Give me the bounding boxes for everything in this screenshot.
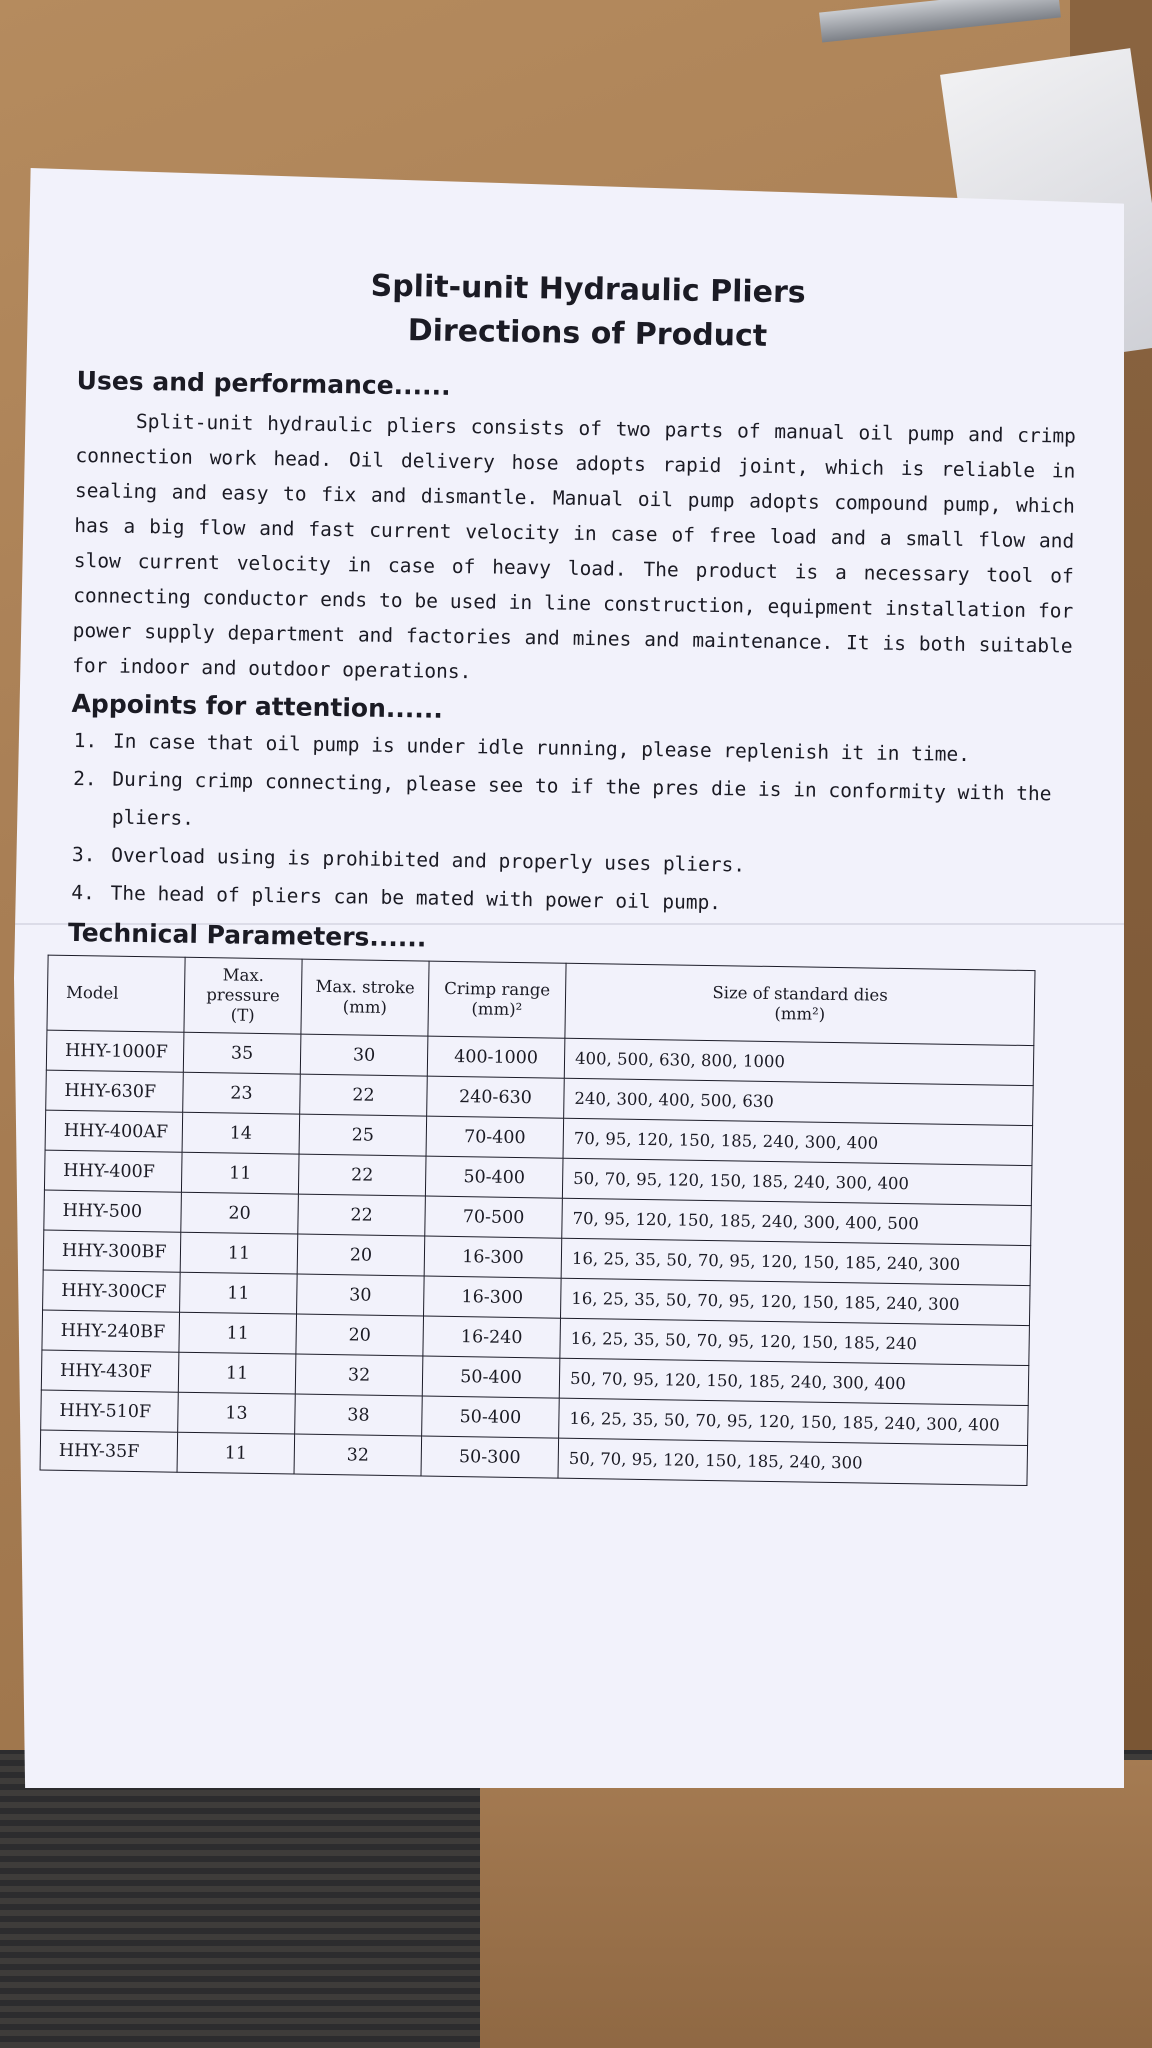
cell-model: HHY-510F [41, 1390, 179, 1432]
cell-stroke: 30 [297, 1274, 425, 1316]
cell-pressure: 35 [183, 1032, 301, 1074]
cell-stroke: 20 [297, 1234, 425, 1276]
cell-standard-dies: 16, 25, 35, 50, 70, 95, 120, 150, 185, 240, 300 [560, 1278, 1030, 1325]
cell-model: HHY-500 [44, 1190, 182, 1232]
cell-crimp-range: 50-400 [422, 1356, 560, 1398]
attention-list [68, 722, 1071, 928]
document-title [97, 260, 1078, 363]
cell-pressure: 14 [182, 1112, 300, 1154]
attention-item: 3. Overload using is prohibited and properly uses pliers. [107, 837, 1069, 890]
cell-stroke: 22 [298, 1154, 426, 1196]
cell-crimp-range: 70-500 [425, 1196, 563, 1238]
cardboard-bottom [480, 1760, 1152, 2048]
attention-item: 1. In case that oil pump is under idle running, please replenish it in time. [109, 723, 1071, 776]
cell-model: HHY-35F [40, 1430, 178, 1472]
cell-standard-dies: 70, 95, 120, 150, 185, 240, 300, 400 [563, 1118, 1033, 1165]
cell-standard-dies: 16, 25, 35, 50, 70, 95, 120, 150, 185, 240, 300 [561, 1238, 1031, 1285]
technical-heading: Technical Parameters...... [67, 917, 427, 953]
technical-parameters-table [40, 955, 1036, 1486]
table-body [40, 1030, 1034, 1485]
cell-model: HHY-400F [44, 1150, 182, 1192]
cell-standard-dies: 70, 95, 120, 150, 185, 240, 300, 400, 500 [562, 1198, 1032, 1245]
cell-crimp-range: 70-400 [426, 1116, 564, 1158]
cell-model: HHY-430F [41, 1350, 179, 1392]
cell-standard-dies: 50, 70, 95, 120, 150, 185, 240, 300 [558, 1438, 1028, 1485]
cell-pressure: 11 [181, 1152, 299, 1194]
cell-pressure: 11 [178, 1352, 296, 1394]
cell-stroke: 22 [298, 1194, 426, 1236]
cell-crimp-range: 16-300 [424, 1236, 562, 1278]
cell-stroke: 32 [295, 1354, 423, 1396]
column-header-model: Model [47, 955, 185, 1032]
cell-crimp-range: 50-400 [425, 1156, 563, 1198]
cell-crimp-range: 240-630 [427, 1076, 565, 1118]
cell-stroke: 38 [295, 1394, 423, 1436]
title-line-2: Directions of Product [407, 313, 768, 354]
cell-standard-dies: 240, 300, 400, 500, 630 [564, 1078, 1034, 1125]
cell-crimp-range: 16-240 [423, 1316, 561, 1358]
cell-stroke: 32 [294, 1434, 422, 1476]
cell-pressure: 11 [180, 1232, 298, 1274]
column-header-crimp: Crimp range (mm)² [428, 961, 566, 1038]
cell-model: HHY-630F [46, 1070, 184, 1112]
cell-crimp-range: 16-300 [424, 1276, 562, 1318]
cell-pressure: 20 [181, 1192, 299, 1234]
cell-crimp-range: 400-1000 [427, 1036, 565, 1078]
document [60, 168, 1080, 1487]
cell-pressure: 11 [177, 1432, 295, 1474]
cell-model: HHY-1000F [46, 1030, 184, 1072]
cell-stroke: 20 [296, 1314, 424, 1356]
column-header-stroke: Max. stroke (mm) [301, 959, 429, 1036]
cell-stroke: 30 [300, 1034, 428, 1076]
uses-heading: Uses and performance...... [76, 365, 451, 401]
cell-standard-dies: 16, 25, 35, 50, 70, 95, 120, 150, 185, 240 [560, 1318, 1030, 1365]
cell-crimp-range: 50-400 [422, 1396, 560, 1438]
column-header-pressure: Max. pressure (T) [184, 957, 302, 1034]
cell-stroke: 25 [299, 1114, 427, 1156]
cell-pressure: 11 [179, 1312, 297, 1354]
attention-item: 4. The head of pliers can be mated with power oil pump. [106, 875, 1068, 928]
column-header-dies: Size of standard dies (mm²) [565, 963, 1035, 1045]
attention-item: 2. During crimp connecting, please see to if the pres die is in conformity with the pliers. [108, 761, 1071, 852]
cell-standard-dies: 400, 500, 630, 800, 1000 [564, 1038, 1034, 1085]
cell-standard-dies: 50, 70, 95, 120, 150, 185, 240, 300, 400 [559, 1358, 1029, 1405]
cell-model: HHY-300CF [43, 1270, 181, 1312]
attention-heading: Appoints for attention...... [71, 688, 444, 724]
title-line-1: Split-unit Hydraulic Pliers [370, 268, 806, 311]
cell-pressure: 11 [180, 1272, 298, 1314]
cell-crimp-range: 50-300 [421, 1436, 559, 1478]
cell-model: HHY-400AF [45, 1110, 183, 1152]
cell-stroke: 22 [300, 1074, 428, 1116]
cell-pressure: 13 [178, 1392, 296, 1434]
cell-pressure: 23 [183, 1072, 301, 1114]
cell-standard-dies: 16, 25, 35, 50, 70, 95, 120, 150, 185, 240, 300, 400 [559, 1398, 1029, 1445]
cell-model: HHY-300BF [43, 1230, 181, 1272]
uses-body: Split-unit hydraulic pliers consists of two parts of manual oil pump and crimp connection work head. Oil delivery hose adopts rapid joint, which is reliable in sealing and easy to fix and dismantle. Manual oil pump adopts compound pump, which has a big flow and fast current velocity in case of free load and a small flow and slow current velocity in case of heavy load. The product is a necessary tool of connecting conductor ends to be used in line construction, equipment installation for power supply department and factories and mines and maintenance. It is both suitable for indoor and outdoor operations. [72, 409, 1077, 684]
cell-model: HHY-240BF [42, 1310, 180, 1352]
cell-standard-dies: 50, 70, 95, 120, 150, 185, 240, 300, 400 [562, 1158, 1032, 1205]
